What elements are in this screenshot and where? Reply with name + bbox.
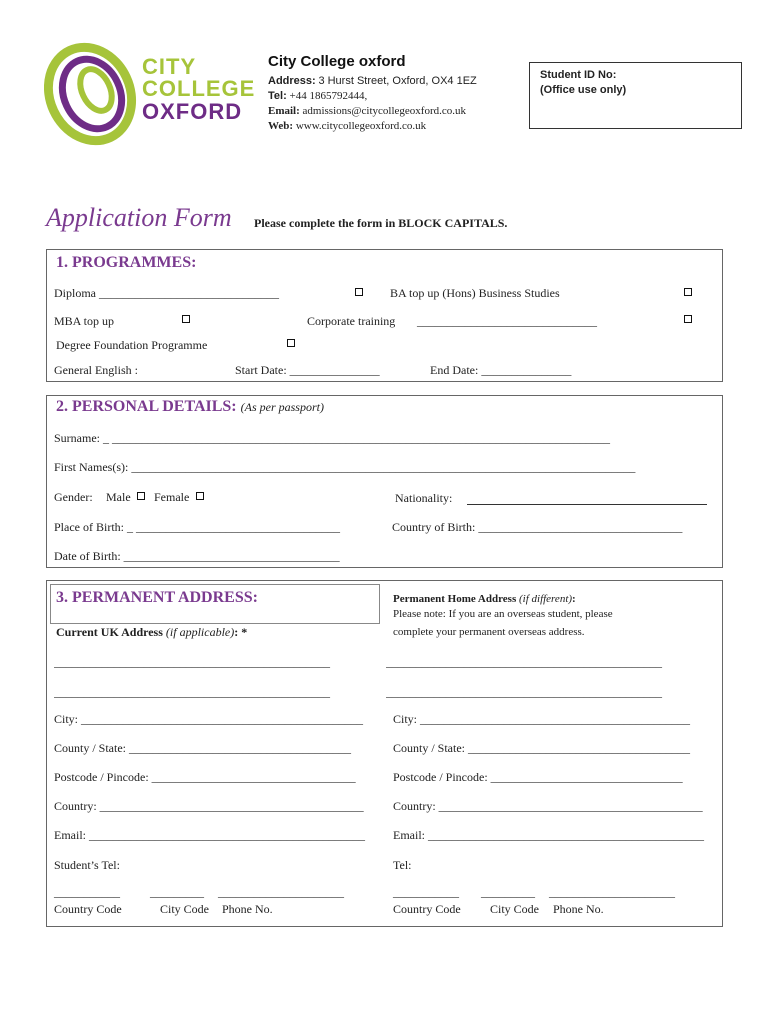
logo-text-oxford: OXFORD bbox=[142, 99, 243, 124]
male-label: Male bbox=[106, 490, 131, 504]
logo-text-college: COLLEGE bbox=[142, 76, 256, 101]
form-title: Application Form bbox=[46, 203, 232, 232]
student-id-label: Student ID No: bbox=[540, 69, 617, 81]
country-of-birth-field[interactable]: Country of Birth: __________________________________ bbox=[392, 520, 683, 534]
home-country-code-line[interactable]: ___________ bbox=[393, 885, 459, 899]
mba-top-up-label: MBA top up bbox=[54, 314, 115, 328]
personal-heading: 2. PERSONAL DETAILS: (As per passport) bbox=[56, 398, 324, 415]
college-name: City College oxford bbox=[268, 53, 406, 70]
programmes-heading: 1. PROGRAMMES: bbox=[56, 254, 197, 271]
student-id-box[interactable] bbox=[529, 62, 742, 129]
diploma-checkbox[interactable] bbox=[355, 288, 363, 296]
header-email: Email: admissions@citycollegeoxford.co.uk bbox=[268, 105, 467, 117]
foundation-checkbox[interactable] bbox=[287, 339, 295, 347]
uk-postcode-field[interactable]: Postcode / Pincode: __________________________________ bbox=[54, 770, 356, 784]
student-id-note: (Office use only) bbox=[540, 84, 627, 96]
uk-country-code-label: Country Code bbox=[54, 902, 122, 916]
header-web: Web: www.citycollegeoxford.co.uk bbox=[268, 120, 427, 132]
male-checkbox[interactable] bbox=[137, 492, 145, 500]
nationality-line[interactable] bbox=[467, 504, 707, 505]
home-country-field[interactable]: Country: ____________________________________________ bbox=[393, 799, 703, 813]
first-names-field[interactable]: First Names(s): ____________________________________________________________________________________ bbox=[54, 460, 636, 474]
student-tel-label: Student’s Tel: bbox=[54, 858, 120, 872]
female-checkbox[interactable] bbox=[196, 492, 204, 500]
home-country-code-label: Country Code bbox=[393, 902, 461, 916]
start-date-field[interactable]: Start Date: _______________ bbox=[235, 363, 380, 377]
home-email-field[interactable]: Email: ______________________________________________ bbox=[393, 828, 704, 842]
corporate-training-label: Corporate training bbox=[307, 314, 396, 328]
address-heading: 3. PERMANENT ADDRESS: bbox=[56, 589, 258, 606]
home-county-field[interactable]: County / State: _____________________________________ bbox=[393, 741, 690, 755]
mba-top-up-checkbox[interactable] bbox=[182, 315, 190, 323]
uk-email-field[interactable]: Email: ______________________________________________ bbox=[54, 828, 365, 842]
uk-city-field[interactable]: City: _______________________________________________ bbox=[54, 712, 364, 726]
place-of-birth-field[interactable]: Place of Birth: _ __________________________________ bbox=[54, 520, 340, 534]
end-date-field[interactable]: End Date: _______________ bbox=[430, 363, 572, 377]
foundation-label: Degree Foundation Programme bbox=[56, 338, 208, 352]
date-of-birth-field[interactable]: Date of Birth: ____________________________________ bbox=[54, 549, 340, 563]
uk-country-code-line[interactable]: ___________ bbox=[54, 885, 120, 899]
uk-address-line-1[interactable]: ______________________________________________ bbox=[54, 655, 330, 669]
ba-top-up-label: BA top up (Hons) Business Studies bbox=[390, 286, 560, 300]
uk-phone-label: Phone No. bbox=[222, 902, 273, 916]
home-city-code-line[interactable]: _________ bbox=[481, 885, 535, 899]
home-phone-line[interactable]: _____________________ bbox=[549, 885, 675, 899]
uk-city-code-label: City Code bbox=[160, 902, 210, 916]
uk-city-code-line[interactable]: _________ bbox=[150, 885, 204, 899]
corporate-training-line[interactable]: ______________________________ bbox=[417, 314, 597, 328]
uk-county-field[interactable]: County / State: _____________________________________ bbox=[54, 741, 351, 755]
logo-text-city: CITY bbox=[142, 54, 197, 79]
home-address-note-2: complete your permanent overseas address. bbox=[393, 626, 585, 638]
home-address-note-1: Please note: If you are an overseas student, please bbox=[393, 608, 613, 620]
gender-label: Gender: bbox=[54, 490, 93, 504]
ba-top-up-checkbox[interactable] bbox=[684, 288, 692, 296]
header-tel: Tel: +44 1865792444, bbox=[268, 90, 368, 102]
nationality-label: Nationality: bbox=[395, 491, 453, 505]
diploma-label: Diploma ______________________________ bbox=[54, 286, 279, 300]
home-address-line-2[interactable]: ______________________________________________ bbox=[386, 685, 662, 699]
uk-phone-line[interactable]: _____________________ bbox=[218, 885, 344, 899]
female-label: Female bbox=[154, 490, 190, 504]
home-address-line-1[interactable]: ______________________________________________ bbox=[386, 655, 662, 669]
form-instruction: Please complete the form in BLOCK CAPITALS. bbox=[254, 216, 508, 230]
corporate-training-checkbox[interactable] bbox=[684, 315, 692, 323]
uk-country-field[interactable]: Country: ____________________________________________ bbox=[54, 799, 364, 813]
home-tel-label: Tel: bbox=[393, 858, 412, 872]
home-postcode-field[interactable]: Postcode / Pincode: ________________________________ bbox=[393, 770, 683, 784]
home-city-field[interactable]: City: _____________________________________________ bbox=[393, 712, 691, 726]
home-city-code-label: City Code bbox=[490, 902, 540, 916]
uk-address-label: Current UK Address (if applicable): * bbox=[56, 625, 248, 639]
personal-details-section bbox=[46, 395, 723, 568]
surname-field[interactable]: Surname: _ ___________________________________________________________________________________ bbox=[54, 431, 610, 445]
general-english-label: General English : bbox=[54, 363, 138, 377]
home-address-label: Permanent Home Address (if different): bbox=[393, 593, 576, 605]
home-phone-label: Phone No. bbox=[553, 902, 604, 916]
uk-address-line-2[interactable]: ______________________________________________ bbox=[54, 685, 330, 699]
header-address: Address: 3 Hurst Street, Oxford, OX4 1EZ bbox=[268, 75, 477, 87]
